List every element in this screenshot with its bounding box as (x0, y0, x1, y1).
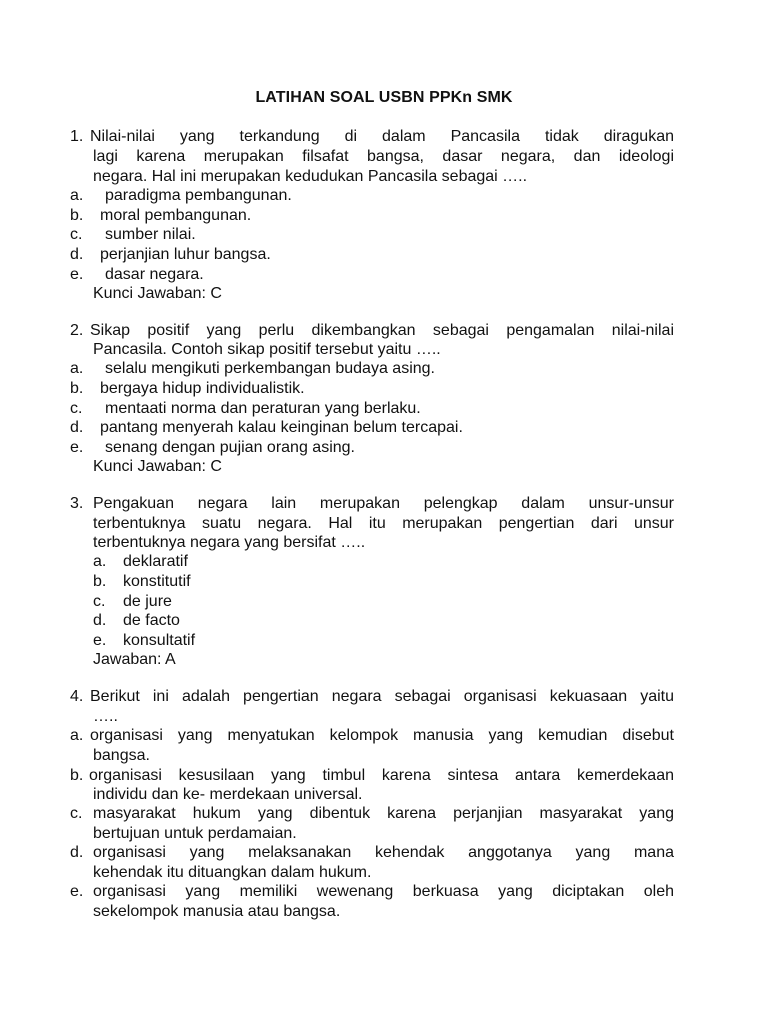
option-label: e. (70, 439, 84, 456)
option-text: organisasi yang melaksanakan kehendak anggotanya yang mana (93, 844, 674, 861)
option-label: a. (70, 187, 84, 204)
option-text: masyarakat hukum yang dibentuk karena perjanjian masyarakat yang (93, 805, 674, 822)
option-label: c. (93, 593, 106, 610)
question-text-line: Pancasila. Contoh sikap positif tersebut yaitu ….. (93, 341, 441, 358)
question-number: 1. (70, 128, 84, 145)
option-text: organisasi yang memiliki wewenang berkuasa yang diciptakan oleh (93, 883, 674, 900)
option-text: deklaratif (123, 553, 188, 570)
option-text: organisasi yang menyatukan kelompok manusia yang kemudian disebut (90, 727, 674, 744)
option-text: bergaya hidup individualistik. (100, 380, 305, 397)
option-text: de jure (123, 593, 172, 610)
option-text: senang dengan pujian orang asing. (105, 439, 355, 456)
option-label: c. (70, 400, 83, 417)
option-label: c. (70, 805, 83, 822)
option-text: bangsa. (93, 747, 150, 764)
option-label: d. (93, 612, 107, 629)
option-label: a. (93, 553, 107, 570)
question-text-line: Pengakuan negara lain merupakan pelengkap dalam unsur-unsur (93, 495, 674, 512)
option-label: d. (70, 419, 84, 436)
option-text: perjanjian luhur bangsa. (100, 246, 271, 263)
option-label: d. (70, 246, 84, 263)
option-label: e. (70, 883, 84, 900)
question-text-line: Nilai-nilai yang terkandung di dalam Pancasila tidak diragukan (90, 128, 674, 145)
option-label: e. (70, 266, 84, 283)
answer-key: Jawaban: A (93, 651, 176, 668)
option-label: a. (70, 727, 84, 744)
question-text-line: negara. Hal ini merupakan kedudukan Pancasila sebagai ….. (93, 168, 528, 185)
option-text: bertujuan untuk perdamaian. (93, 825, 297, 842)
option-text: mentaati norma dan peraturan yang berlaku. (105, 400, 421, 417)
option-label: b. (70, 207, 84, 224)
option-text: konstitutif (123, 573, 191, 590)
answer-key: Kunci Jawaban: C (93, 285, 222, 302)
answer-key: Kunci Jawaban: C (93, 458, 222, 475)
question-number: 3. (70, 495, 84, 512)
option-label: b. (70, 380, 84, 397)
question-number: 4. (70, 688, 84, 705)
option-text: konsultatif (123, 632, 196, 649)
option-text: selalu mengikuti perkembangan budaya asing. (105, 360, 435, 377)
option-text: paradigma pembangunan. (105, 187, 292, 204)
option-label: d. (70, 844, 84, 861)
question-text-line: Sikap positif yang perlu dikembangkan sebagai pengamalan nilai-nilai (90, 322, 674, 339)
option-label: a. (70, 360, 84, 377)
option-text: individu dan ke- merdekaan universal. (93, 786, 363, 803)
option-label: b. (70, 767, 84, 784)
option-text: sekelompok manusia atau bangsa. (93, 903, 341, 920)
option-label: e. (93, 632, 107, 649)
option-text: kehendak itu dituangkan dalam hukum. (93, 864, 372, 881)
question-text-line: terbentuknya suatu negara. Hal itu merupakan pengertian dari unsur (93, 515, 674, 532)
option-text: pantang menyerah kalau keinginan belum tercapai. (100, 419, 463, 436)
option-label: b. (93, 573, 107, 590)
question-text-line: ….. (93, 708, 118, 725)
option-text: dasar negara. (105, 266, 204, 283)
question-number: 2. (70, 322, 84, 339)
question-text-line: lagi karena merupakan filsafat bangsa, dasar negara, dan ideologi (93, 148, 674, 165)
option-text: organisasi kesusilaan yang timbul karena sintesa antara kemerdekaan (89, 767, 674, 784)
option-text: sumber nilai. (105, 226, 196, 243)
question-text-line: Berikut ini adalah pengertian negara sebagai organisasi kekuasaan yaitu (90, 688, 674, 705)
option-label: c. (70, 226, 83, 243)
page-title: LATIHAN SOAL USBN PPKn SMK (255, 89, 513, 106)
option-text: moral pembangunan. (100, 207, 252, 224)
option-text: de facto (123, 612, 180, 629)
question-text-line: terbentuknya negara yang bersifat ….. (93, 534, 366, 551)
